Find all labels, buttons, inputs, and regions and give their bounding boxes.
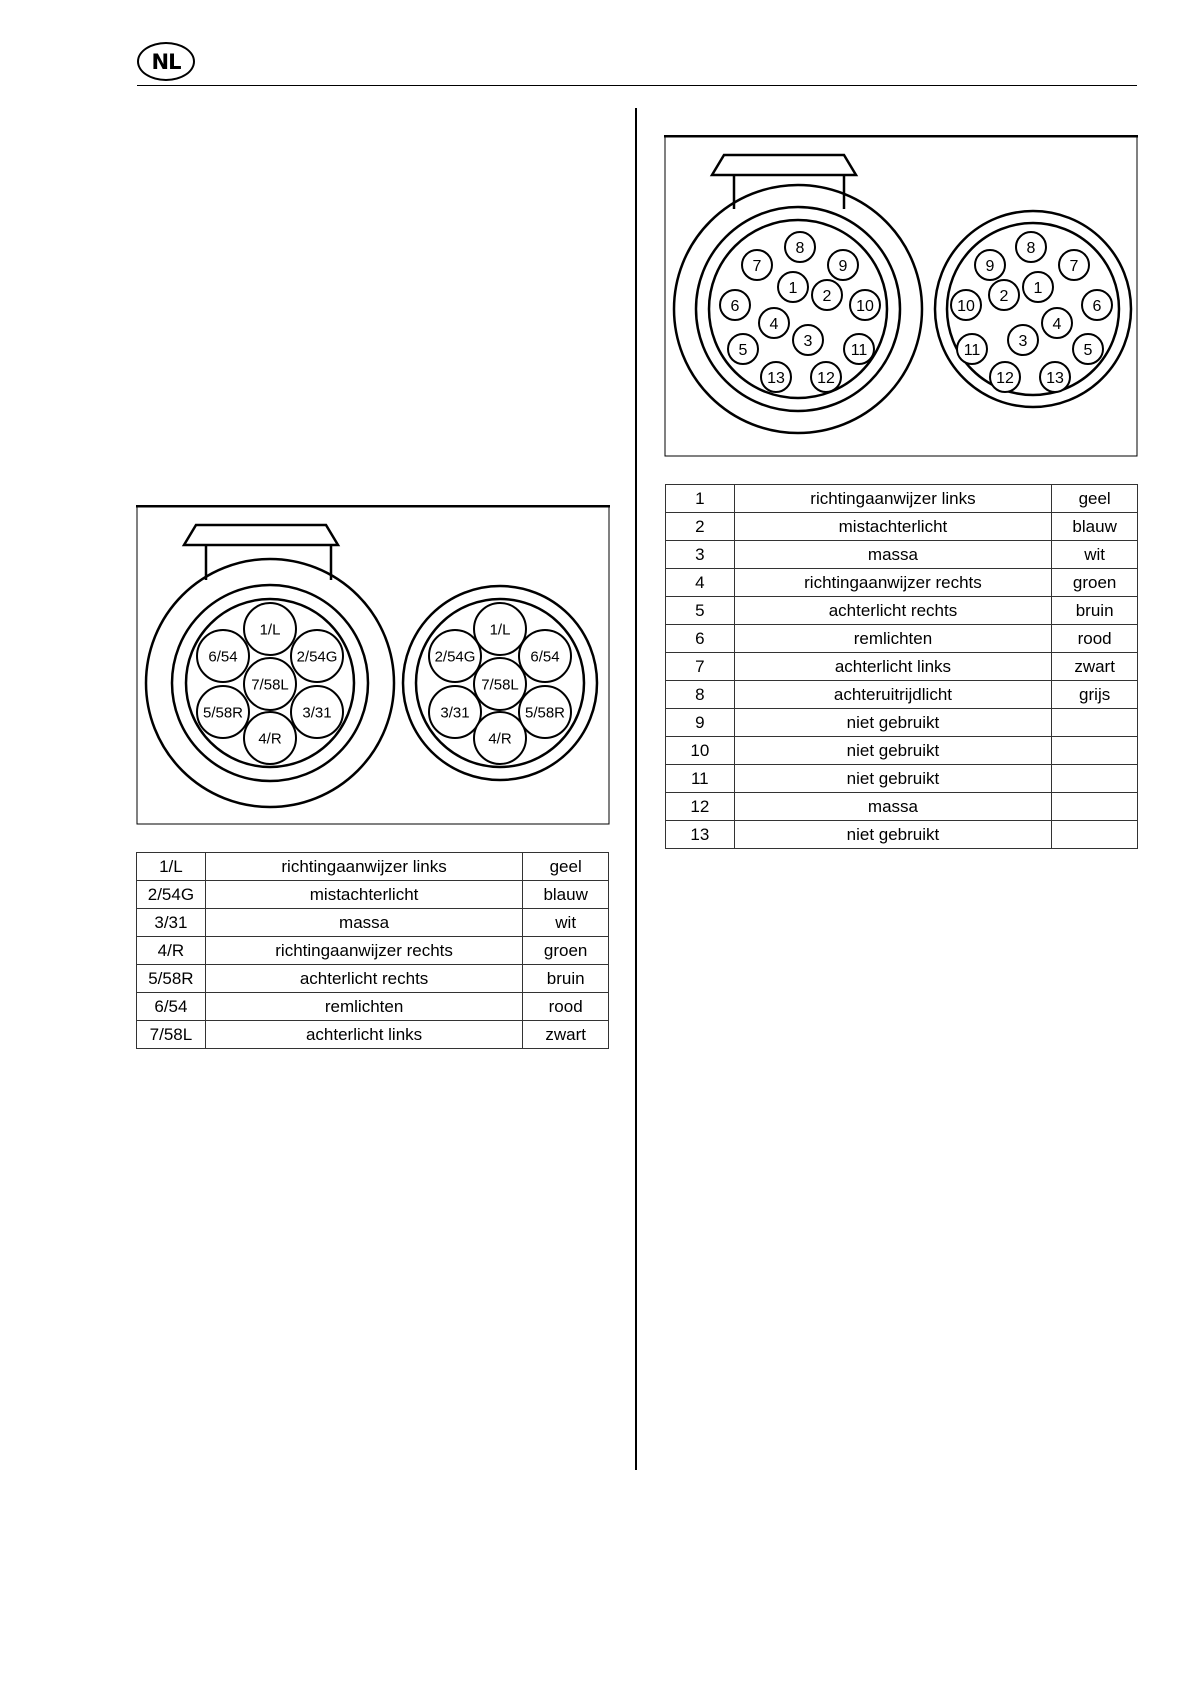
table7-row	[137, 937, 609, 965]
table13-pin-cell: 12	[666, 793, 735, 821]
table7-color-cell: zwart	[523, 1021, 609, 1049]
connector-13-left-pin-label: 10	[856, 297, 874, 315]
table7-function-cell: richtingaanwijzer rechts	[205, 937, 522, 965]
table13-function-cell: remlichten	[734, 625, 1052, 653]
table13-color-cell	[1052, 821, 1138, 849]
table13-function-cell: massa	[734, 541, 1052, 569]
connector-7-right-pin-label: 4/R	[488, 730, 512, 748]
table13-pin-cell: 8	[666, 681, 735, 709]
connector-13-left-pin-label: 2	[822, 287, 832, 305]
table13-function-cell: niet gebruikt	[734, 737, 1052, 765]
table7-pin-cell: 3/31	[137, 909, 206, 937]
connector-13-left-pin-label: 3	[803, 332, 813, 350]
table13-function-cell: achterlicht rechts	[734, 597, 1052, 625]
connector-13-right-pin-label: 5	[1083, 341, 1093, 359]
table13-function-cell: niet gebruikt	[734, 765, 1052, 793]
connector-13-left-pin-label: 1	[788, 279, 798, 297]
header-rule	[137, 85, 1137, 86]
table13-function-cell: achteruitrijdlicht	[734, 681, 1052, 709]
table13-color-cell: bruin	[1052, 597, 1138, 625]
table13-row	[666, 821, 1138, 849]
table13-color-cell: groen	[1052, 569, 1138, 597]
language-badge: NL	[137, 42, 195, 81]
table13-color-cell: grijs	[1052, 681, 1138, 709]
connector-7-right-pin-label: 5/58R	[524, 704, 566, 722]
table7-color-cell: groen	[523, 937, 609, 965]
table13-row	[666, 625, 1138, 653]
connector-13-right-pin-label: 13	[1046, 369, 1064, 387]
table13-function-cell: massa	[734, 793, 1052, 821]
table13-row	[666, 569, 1138, 597]
table7-function-cell: massa	[205, 909, 522, 937]
table13-pin-cell: 3	[666, 541, 735, 569]
table7-color-cell: wit	[523, 909, 609, 937]
connector-13-pin-figure	[664, 135, 1138, 457]
table13-pin-cell: 10	[666, 737, 735, 765]
table13-pin-cell: 5	[666, 597, 735, 625]
table7-pin-cell: 6/54	[137, 993, 206, 1021]
connector-7-left-pin-label: 6/54	[208, 648, 238, 666]
connector-7-pin-figure	[136, 505, 610, 825]
table13-row	[666, 597, 1138, 625]
table13-function-cell: richtingaanwijzer rechts	[734, 569, 1052, 597]
table13-color-cell	[1052, 765, 1138, 793]
table7-color-cell: bruin	[523, 965, 609, 993]
connector-13-right-pin-label: 9	[985, 257, 995, 275]
connector-13-left-pin-label: 8	[795, 239, 805, 257]
table7-color-cell: geel	[523, 853, 609, 881]
table13-row	[666, 765, 1138, 793]
table7-function-cell: remlichten	[205, 993, 522, 1021]
connector-7-right-pin-label: 1/L	[489, 621, 511, 639]
table7-row	[137, 965, 609, 993]
table13-color-cell: wit	[1052, 541, 1138, 569]
table13-row	[666, 737, 1138, 765]
table7-pin-cell: 1/L	[137, 853, 206, 881]
connector-13-left-pin-label: 4	[769, 315, 779, 333]
table7-pin-cell: 2/54G	[137, 881, 206, 909]
connector-13-right-pin-label: 10	[957, 297, 975, 315]
table13-row	[666, 541, 1138, 569]
connector-13-left-pin-label: 7	[752, 257, 762, 275]
table7-row	[137, 1021, 609, 1049]
connector-13-left-pin-label: 5	[738, 341, 748, 359]
table13-pin-cell: 2	[666, 513, 735, 541]
table7-row	[137, 853, 609, 881]
connector-13-left-pin-label: 12	[817, 369, 835, 387]
column-divider	[635, 108, 637, 1470]
connector-13-right-pin-label: 2	[999, 287, 1009, 305]
connector-13-left-pin-label: 11	[850, 341, 868, 359]
table13-row	[666, 485, 1138, 513]
table13-function-cell: niet gebruikt	[734, 821, 1052, 849]
table13-pin-cell: 6	[666, 625, 735, 653]
connector-13-right-pin-label: 6	[1092, 297, 1102, 315]
table13-row	[666, 681, 1138, 709]
connector-13-right-pin-label: 8	[1026, 239, 1036, 257]
connector-13-right-pin-label: 7	[1069, 257, 1079, 275]
table13-function-cell: richtingaanwijzer links	[734, 485, 1052, 513]
table13-pin-cell: 13	[666, 821, 735, 849]
table7-color-cell: blauw	[523, 881, 609, 909]
pin-table-13	[665, 484, 1138, 849]
table13-color-cell	[1052, 793, 1138, 821]
connector-7-left-pin-label: 7/58L	[251, 676, 289, 694]
table13-row	[666, 709, 1138, 737]
connector-7-left-pin-label: 2/54G	[296, 648, 338, 666]
table13-row	[666, 513, 1138, 541]
connector-7-right-pin-label: 7/58L	[481, 676, 519, 694]
table13-color-cell: geel	[1052, 485, 1138, 513]
table13-row	[666, 793, 1138, 821]
table13-color-cell	[1052, 709, 1138, 737]
table13-pin-cell: 9	[666, 709, 735, 737]
table13-function-cell: mistachterlicht	[734, 513, 1052, 541]
table13-color-cell: rood	[1052, 625, 1138, 653]
connector-13-right-pin-label: 4	[1052, 315, 1062, 333]
connector-7-left-pin-label: 3/31	[302, 704, 332, 722]
connector-13-left-pin-label: 13	[767, 369, 785, 387]
connector-7-left-pin-label: 4/R	[258, 730, 282, 748]
connector-13-right-pin-label: 3	[1018, 332, 1028, 350]
table7-row	[137, 993, 609, 1021]
table13-color-cell: blauw	[1052, 513, 1138, 541]
connector-13-left-pin-label: 9	[838, 257, 848, 275]
connector-7-right-pin-label: 3/31	[440, 704, 470, 722]
table13-pin-cell: 1	[666, 485, 735, 513]
table7-function-cell: achterlicht links	[205, 1021, 522, 1049]
table13-color-cell: zwart	[1052, 653, 1138, 681]
table7-row	[137, 909, 609, 937]
table13-pin-cell: 4	[666, 569, 735, 597]
table7-function-cell: mistachterlicht	[205, 881, 522, 909]
table7-pin-cell: 7/58L	[137, 1021, 206, 1049]
table13-pin-cell: 7	[666, 653, 735, 681]
table7-pin-cell: 4/R	[137, 937, 206, 965]
connector-13-right-pin-label: 11	[963, 341, 981, 359]
table13-function-cell: niet gebruikt	[734, 709, 1052, 737]
connector-7-right-pin-label: 2/54G	[434, 648, 476, 666]
table7-function-cell: richtingaanwijzer links	[205, 853, 522, 881]
connector-13-right-pin-label: 1	[1033, 279, 1043, 297]
connector-7-left-pin-label: 1/L	[259, 621, 281, 639]
connector-13-right-pin-label: 12	[996, 369, 1014, 387]
table7-function-cell: achterlicht rechts	[205, 965, 522, 993]
connector-7-left-pin-label: 5/58R	[202, 704, 244, 722]
connector-13-left-pin-label: 6	[730, 297, 740, 315]
table13-color-cell	[1052, 737, 1138, 765]
table7-color-cell: rood	[523, 993, 609, 1021]
pin-table-7	[136, 852, 609, 1049]
table13-row	[666, 653, 1138, 681]
table13-pin-cell: 11	[666, 765, 735, 793]
table7-row	[137, 881, 609, 909]
table13-function-cell: achterlicht links	[734, 653, 1052, 681]
table7-pin-cell: 5/58R	[137, 965, 206, 993]
connector-7-right-pin-label: 6/54	[530, 648, 560, 666]
